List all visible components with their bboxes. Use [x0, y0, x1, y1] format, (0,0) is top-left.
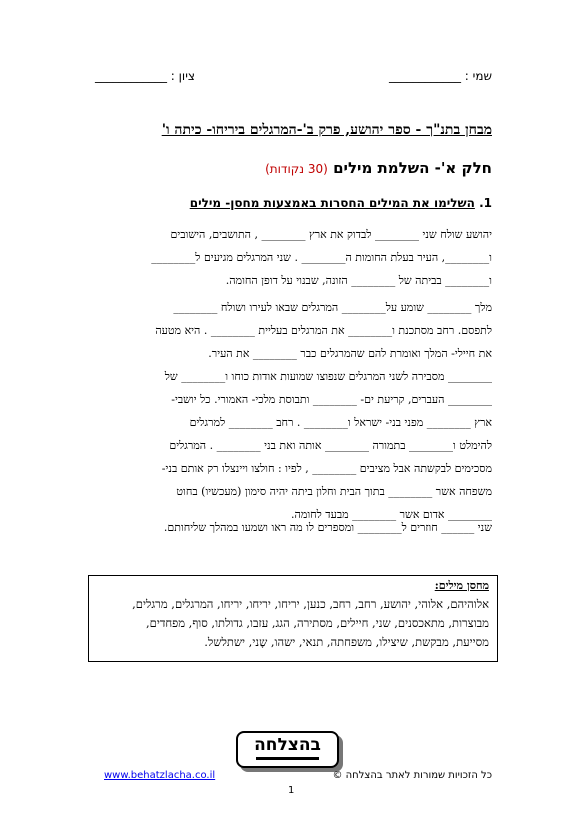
name-field-label: שמי : ____________	[388, 69, 492, 83]
text-line: ________ העברים, קריעת ים- ________ ותבוסת מלכי- האמורי. כל יושבי-	[171, 393, 492, 406]
text-line: מסכימים לבקשתה אבל מציבים ________ , לפיו : חולצו ויינצלו רק אותם בני-	[161, 462, 492, 475]
copyright-text: כל הזכויות שמורות לאתר בהצלחה ©	[332, 770, 492, 781]
text-line: ________ אדום אשר ________ מבעד לחומה.	[291, 508, 492, 521]
part-heading	[260, 159, 492, 177]
text-line: ו________ בביתה של ________ הזונה, שבנוי על דופן החומה.	[225, 274, 492, 287]
website-link[interactable]: www.behatzlacha.co.il	[104, 770, 216, 781]
paragraph-4	[92, 516, 492, 539]
text-line: משפחה אשר ________ בתוך הבית וחלון ביתה יהיה סימון (מעכשיו) בחוט	[176, 485, 492, 498]
word-bank-line: מסייעת, מבקשת, שיצילו, משפחתה, תנאי, ישהו, שָני, ישתלשל.	[204, 635, 489, 649]
text-line: ו________, העיר בעלת החומות ה________ . שני המרגלים מגיעים ל________	[151, 251, 492, 264]
text-line: את חיילי- המלך ואומרת להם שהמרגלים כבר ________ את העיר.	[208, 347, 492, 360]
text-line: מלך ________ שומע על________ המרגלים שבאו לעירו ושולח ________	[173, 301, 492, 314]
part-points: (30 נקודות)	[265, 162, 328, 176]
page-number: 1	[288, 785, 295, 796]
text-line: יהושע שולח שני ________ לבדוק את ארץ ________ , התושבים, הישובים	[170, 228, 492, 241]
grade-field-label: ציון : ____________	[94, 69, 195, 83]
paragraph-1	[92, 223, 492, 292]
logo-underline	[256, 757, 319, 760]
question-instruction	[150, 196, 492, 210]
logo	[236, 731, 339, 768]
paragraph-3	[92, 365, 492, 526]
question-number: 1.	[479, 196, 492, 210]
word-bank-title: מחסן מילים:	[434, 579, 489, 592]
paragraph-2	[92, 296, 492, 365]
logo-text: בהצלחה	[254, 735, 321, 755]
text-line: לתפסם. רחב מסתכנת ו________ את המרגלים בעליית ________ . היא מטעה	[155, 324, 492, 337]
word-bank-line: אלוהיהם, אלוהי, יהושע, רחב, רחב, כנען, יריחו, יריחו, יריחו, המרגלים, מרגלים,	[132, 597, 489, 611]
instruction-text: השלימו את המילים החסרות באמצעות מחסן- מילים	[189, 196, 475, 210]
part-label: חלק א'- השלמת מילים	[333, 159, 492, 177]
word-bank	[88, 575, 498, 662]
text-line: להימלט ו________ בתמורה ________ אותה ואת בני ________ . המרגלים	[169, 439, 492, 452]
text-line: שני ______ חוזרים ל________ ומספרים לו מה ראו ושמעו במהלך שליחותם.	[163, 521, 492, 534]
page-title: מבחן בתנ"ך - ספר יהושע, פרק ב'-המרגלים ביריחו- כיתה ו'	[161, 122, 492, 138]
word-bank-line: מבוצרות, מתאכסנים, שני, חיילים, מסתירה, הגג, עזבו, גדולתו, סוף, מפחדים,	[146, 616, 489, 630]
text-line: ________ מסבירה לשני המרגלים שנפוצו שמועות אודות כוחו ו________ של	[164, 370, 492, 383]
text-line: ארץ ________ מפני בני- ישראל ו________ . רחב ________ למרגלים	[189, 416, 492, 429]
